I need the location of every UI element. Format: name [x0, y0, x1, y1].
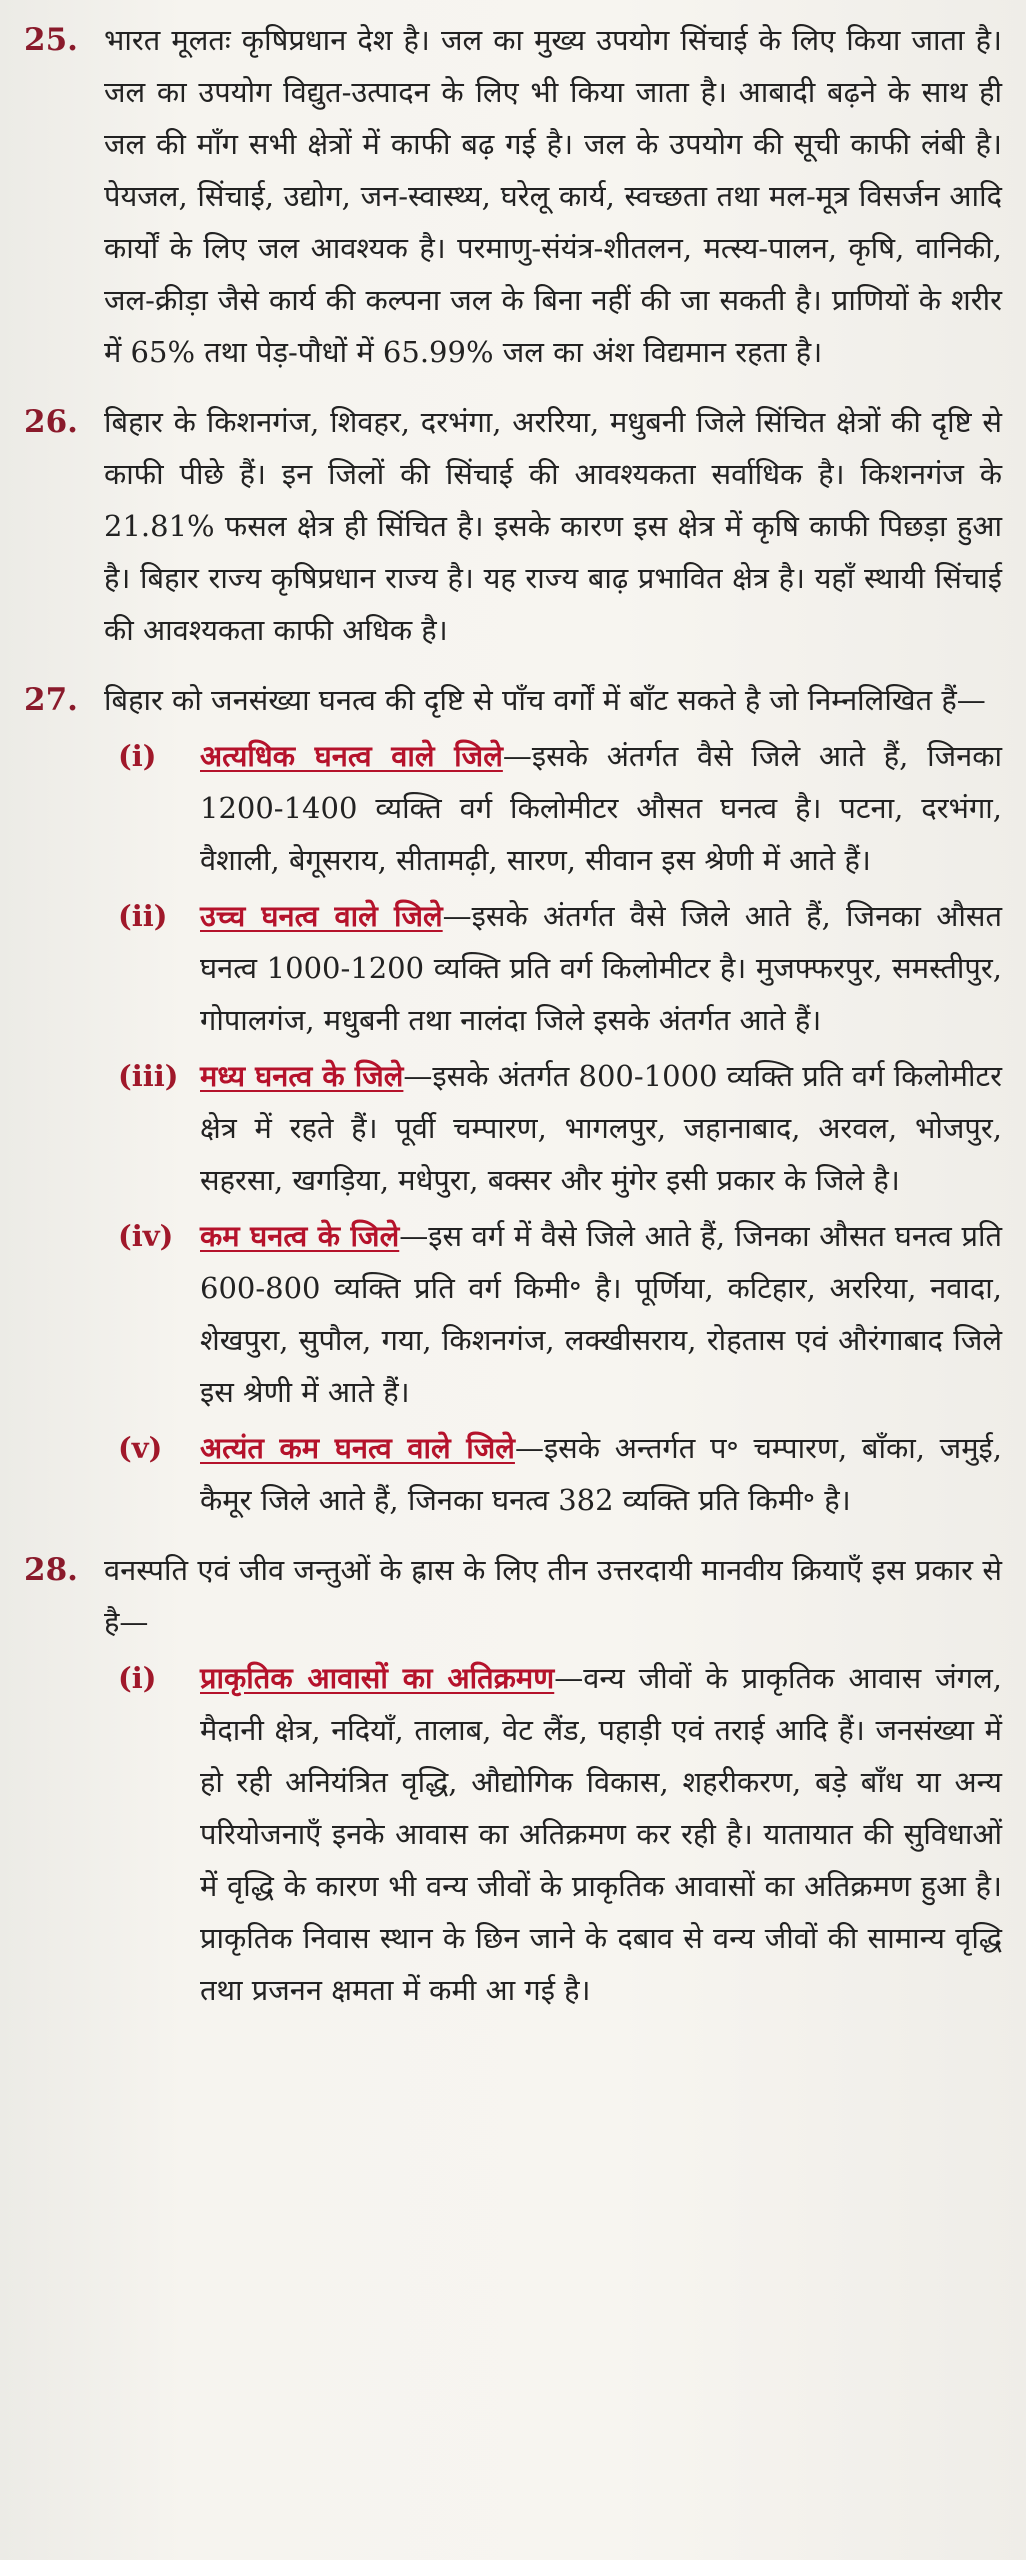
answer-number: 25.: [24, 22, 78, 58]
answer-28: [24, 1544, 1002, 2016]
item-number: (iv): [118, 1219, 174, 1253]
answer-intro: बिहार को जनसंख्या घनत्व की दृष्टि से पाँच वर्गों में बाँट सकते है जो निम्नलिखित हैं—: [104, 683, 986, 717]
density-category-1: [104, 730, 1002, 886]
item-heading: उच्च घनत्व वाले जिले: [200, 899, 443, 933]
item-text: —इसके अन्तर्गत प॰ चम्पारण, बाँका, जमुई, कैमूर जिले आते हैं, जिनका घनत्व 382 व्यक्ति प्रति किमी॰ है।: [200, 1431, 1003, 1517]
item-heading: प्राकृतिक आवासों का अतिक्रमण: [200, 1661, 555, 1695]
item-number: (v): [118, 1431, 163, 1465]
answer-number: 27.: [24, 682, 78, 718]
item-number: (iii): [118, 1059, 179, 1093]
answer-number: 26.: [24, 404, 78, 440]
item-text: —इस वर्ग में वैसे जिले आते हैं, जिनका औसत घनत्व प्रति 600-800 व्यक्ति प्रति वर्ग किमी॰ है। पूर्णिया, कटिहार, अररिया, नवादा, शेखपुरा, सुपौल, गया, किशनगंज, लक्खीसराय, रोहतास एवं औरंगाबाद जिले इस श्रेणी में आते हैं।: [200, 1219, 1002, 1409]
item-text: —इसके अंतर्गत 800-1000 व्यक्ति प्रति वर्ग किलोमीटर क्षेत्र में रहते हैं। पूर्वी चम्पारण, भागलपुर, जहानाबाद, अरवल, भोजपुर, सहरसा, खगड़िया, मधेपुरा, बक्सर और मुंगेर इसी प्रकार के जिले है।: [200, 1059, 1002, 1197]
density-category-2: [104, 890, 1002, 1046]
item-heading: कम घनत्व के जिले: [200, 1219, 400, 1253]
answer-text: बिहार के किशनगंज, शिवहर, दरभंगा, अररिया, मधुबनी जिले सिंचित क्षेत्रों की दृष्टि से काफी पीछे हैं। इन जिलों की सिंचाई की आवश्यकता सर्वाधिक है। किशनगंज के 21.81% फसल क्षेत्र ही सिंचित है। इसके कारण इस क्षेत्र में कृषि काफी पिछड़ा हुआ है। बिहार राज्य कृषिप्रधान राज्य है। यह राज्य बाढ़ प्रभावित क्षेत्र है। यहाँ स्थायी सिंचाई की आवश्यकता काफी अधिक है।: [104, 405, 1002, 647]
item-number: (ii): [118, 899, 168, 933]
answer-25: [24, 14, 1002, 378]
item-number: (i): [118, 739, 157, 773]
item-number: (i): [118, 1661, 157, 1695]
human-activity-1: [104, 1652, 1002, 2016]
item-heading: अत्यधिक घनत्व वाले जिले: [200, 739, 503, 773]
item-text: —इसके अंतर्गत वैसे जिले आते हैं, जिनका औसत घनत्व 1000-1200 व्यक्ति प्रति वर्ग किलोमीटर है। मुजफ्फरपुर, समस्तीपुर, गोपालगंज, मधुबनी तथा नालंदा जिले इसके अंतर्गत आते हैं।: [200, 899, 1003, 1037]
answer-number: 28.: [24, 1552, 78, 1588]
answer-text: भारत मूलतः कृषिप्रधान देश है। जल का मुख्य उपयोग सिंचाई के लिए किया जाता है। जल का उपयोग विद्युत-उत्पादन के लिए भी किया जाता है। आबादी बढ़ने के साथ ही जल की माँग सभी क्षेत्रों में काफी बढ़ गई है। जल के उपयोग की सूची काफी लंबी है। पेयजल, सिंचाई, उद्योग, जन-स्वास्थ्य, घरेलू कार्य, स्वच्छता तथा मल-मूत्र विसर्जन आदि कार्यों के लिए जल आवश्यक है। परमाणु-संयंत्र-शीतलन, मत्स्य-पालन, कृषि, वानिकी, जल-क्रीड़ा जैसे कार्य की कल्पना जल के बिना नहीं की जा सकती है। प्राणियों के शरीर में 65% तथा पेड़-पौधों में 65.99% जल का अंश विद्यमान रहता है।: [104, 23, 1002, 369]
density-category-4: [104, 1210, 1002, 1418]
density-category-5: [104, 1422, 1002, 1526]
item-text: —इसके अंतर्गत वैसे जिले आते हैं, जिनका 1200-1400 व्यक्ति वर्ग किलोमीटर औसत घनत्व है। पटना, दरभंगा, वैशाली, बेगूसराय, सीतामढ़ी, सारण, सीवान इस श्रेणी में आते हैं।: [200, 739, 1002, 877]
density-category-3: [104, 1050, 1002, 1206]
answer-26: [24, 396, 1002, 656]
item-heading: अत्यंत कम घनत्व वाले जिले: [200, 1431, 515, 1465]
answer-intro: वनस्पति एवं जीव जन्तुओं के ह्रास के लिए तीन उत्तरदायी मानवीय क्रियाएँ इस प्रकार से है—: [104, 1553, 1002, 1639]
item-heading: मध्य घनत्व के जिले: [200, 1059, 404, 1093]
answer-27: [24, 674, 1002, 1526]
item-text: —वन्य जीवों के प्राकृतिक आवास जंगल, मैदानी क्षेत्र, नदियाँ, तालाब, वेट लैंड, पहाड़ी एवं तराई आदि हैं। जनसंख्या में हो रही अनियंत्रित वृद्धि, औद्योगिक विकास, शहरीकरण, बड़े बाँध या अन्य परियोजनाएँ इनके आवास का अतिक्रमण कर रही है। यातायात की सुविधाओं में वृद्धि के कारण भी वन्य जीवों के प्राकृतिक आवासों का अतिक्रमण हुआ है। प्राकृतिक निवास स्थान के छिन जाने के दबाव से वन्य जीवों की सामान्य वृद्धि तथा प्रजनन क्षमता में कमी आ गई है।: [200, 1661, 1002, 2007]
